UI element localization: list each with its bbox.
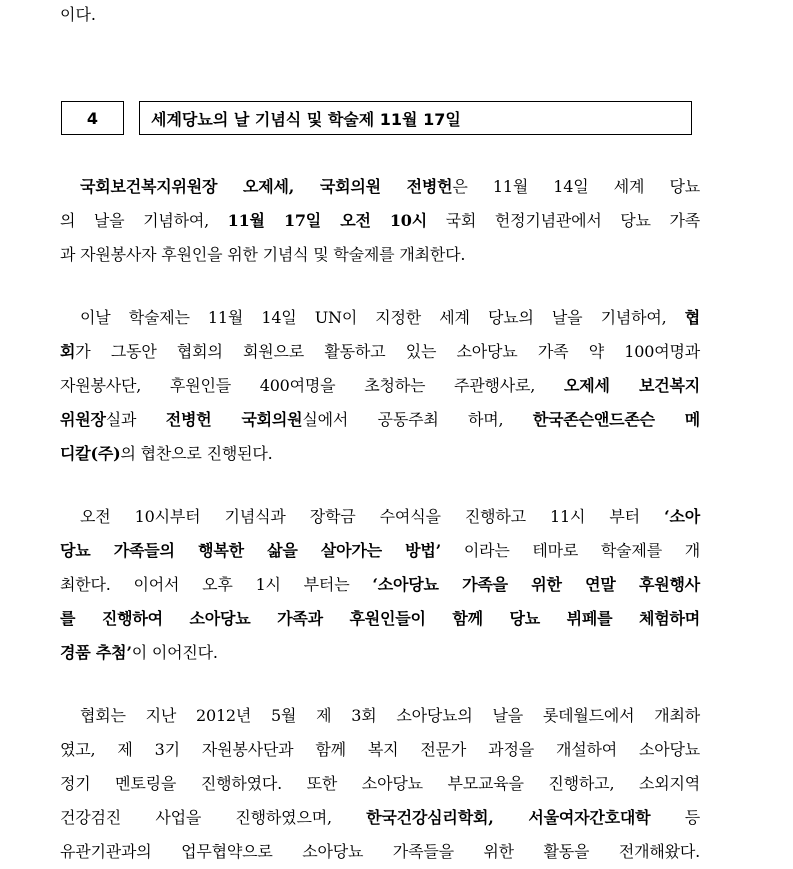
p2-l2-a: 회 bbox=[60, 342, 76, 361]
paragraph-4-line-5: 유관기관과의 업무협약으로 소아당뇨 가족들을 위한 활동을 전개해왔다. bbox=[60, 842, 700, 861]
p1-l2-c: 국회 헌정기념관에서 당뇨 가족 bbox=[427, 211, 700, 230]
paragraph-4-line-1: 협회는 지난 2012년 5월 제 3회 소아당뇨의 날을 롯데월드에서 개최하 bbox=[80, 706, 700, 725]
paragraph-1-line-1 bbox=[60, 170, 700, 204]
p3-l5-b: 이 이어진다. bbox=[131, 643, 218, 662]
paragraph-4 bbox=[60, 699, 700, 869]
paragraph-2-line-3 bbox=[60, 369, 700, 403]
p2-l4-a: 위원장 bbox=[60, 410, 106, 429]
p1-l1-rest: 은 11월 14일 세계 당뇨 bbox=[452, 177, 700, 196]
p2-l1-b: 협 bbox=[684, 308, 700, 327]
p3-l1-b: ‘소아 bbox=[664, 507, 700, 526]
p1-l2-a: 의 날을 기념하여, bbox=[60, 211, 228, 230]
p4-l4-c: 등 bbox=[650, 808, 700, 827]
p2-l4-d: 실에서 공동주최 하며, bbox=[302, 410, 533, 429]
paragraph-4-line-3: 정기 멘토링을 진행하였다. 또한 소아당뇨 부모교육을 진행하고, 소외지역 bbox=[60, 774, 700, 793]
p2-l3-a: 자원봉사단, 후원인들 400여명을 초청하는 주관행사로, bbox=[60, 376, 564, 395]
p3-l3-a: 최한다. 이어서 오후 1시 부터는 bbox=[60, 575, 373, 594]
p3-l3-b: ‘소아당뇨 가족을 위한 연말 후원행사 bbox=[372, 575, 700, 594]
p2-l4-c: 전병헌 국회의원 bbox=[165, 410, 303, 429]
p3-l5-a: 경품 추첨’ bbox=[60, 643, 132, 662]
previous-text-tail: 이다. bbox=[60, 5, 96, 24]
paragraph-4-line-4 bbox=[60, 801, 700, 835]
paragraph-2 bbox=[60, 301, 700, 471]
p3-l2-b: 이라는 테마로 학술제를 개 bbox=[441, 541, 700, 560]
paragraph-3 bbox=[60, 500, 700, 670]
p2-l4-b: 실과 bbox=[105, 410, 166, 429]
section-number: 4 bbox=[86, 108, 99, 128]
p4-l4-a: 건강검진 사업을 진행하였으며, bbox=[60, 808, 367, 827]
p2-l3-b: 오제세 보건복지 bbox=[563, 376, 700, 395]
paragraph-1-line-2 bbox=[60, 204, 700, 238]
paragraph-3-line-3 bbox=[60, 568, 700, 602]
p2-l2-b: 가 그동안 협회의 회원으로 활동하고 있는 소아당뇨 가족 약 100여명과 bbox=[75, 342, 700, 361]
paragraph-2-line-5 bbox=[60, 437, 700, 471]
p2-l4-e: 한국존슨앤드존슨 메 bbox=[532, 410, 700, 429]
section-title-box bbox=[139, 101, 692, 135]
p2-l1-a: 이날 학술제는 11월 14일 UN이 지정한 세계 당뇨의 날을 기념하여, bbox=[80, 308, 685, 327]
p2-l5-a: 디칼(주) bbox=[60, 444, 121, 463]
paragraph-3-line-2 bbox=[60, 534, 700, 568]
paragraph-4-line-2: 였고, 제 3기 자원봉사단과 함께 복지 전문가 과정을 개설하여 소아당뇨 bbox=[60, 740, 700, 759]
paragraph-3-line-1 bbox=[60, 500, 700, 534]
paragraph-3-line-5 bbox=[60, 636, 700, 670]
section-title: 세계당뇨의 날 기념식 및 학술제 11월 17일 bbox=[151, 109, 461, 129]
paragraph-2-line-1 bbox=[60, 301, 700, 335]
p2-l5-b: 의 협찬으로 진행된다. bbox=[120, 444, 273, 463]
p3-l1-a: 오전 10시부터 기념식과 장학금 수여식을 진행하고 11시 부터 bbox=[80, 507, 665, 526]
paragraph-1-line-3: 과 자원봉사자 후원인을 위한 기념식 및 학술제를 개최한다. bbox=[60, 245, 466, 264]
p3-l2-a: 당뇨 가족들의 행복한 삶을 살아가는 방법’ bbox=[60, 541, 442, 560]
paragraph-2-line-4 bbox=[60, 403, 700, 437]
organizers-bold: 국회보건복지위원장 오제세, 국회의원 전병헌 bbox=[80, 177, 453, 196]
paragraph-3-line-4: 를 진행하여 소아당뇨 가족과 후원인들이 함께 당뇨 뷔페를 체험하며 bbox=[60, 609, 700, 628]
paragraph-1 bbox=[60, 170, 700, 272]
p4-l4-b: 한국건강심리학회, 서울여자간호대학 bbox=[366, 808, 651, 827]
section-number-box bbox=[61, 101, 124, 135]
event-datetime-bold: 11월 17일 오전 10시 bbox=[227, 211, 427, 230]
paragraph-2-line-2 bbox=[60, 335, 700, 369]
